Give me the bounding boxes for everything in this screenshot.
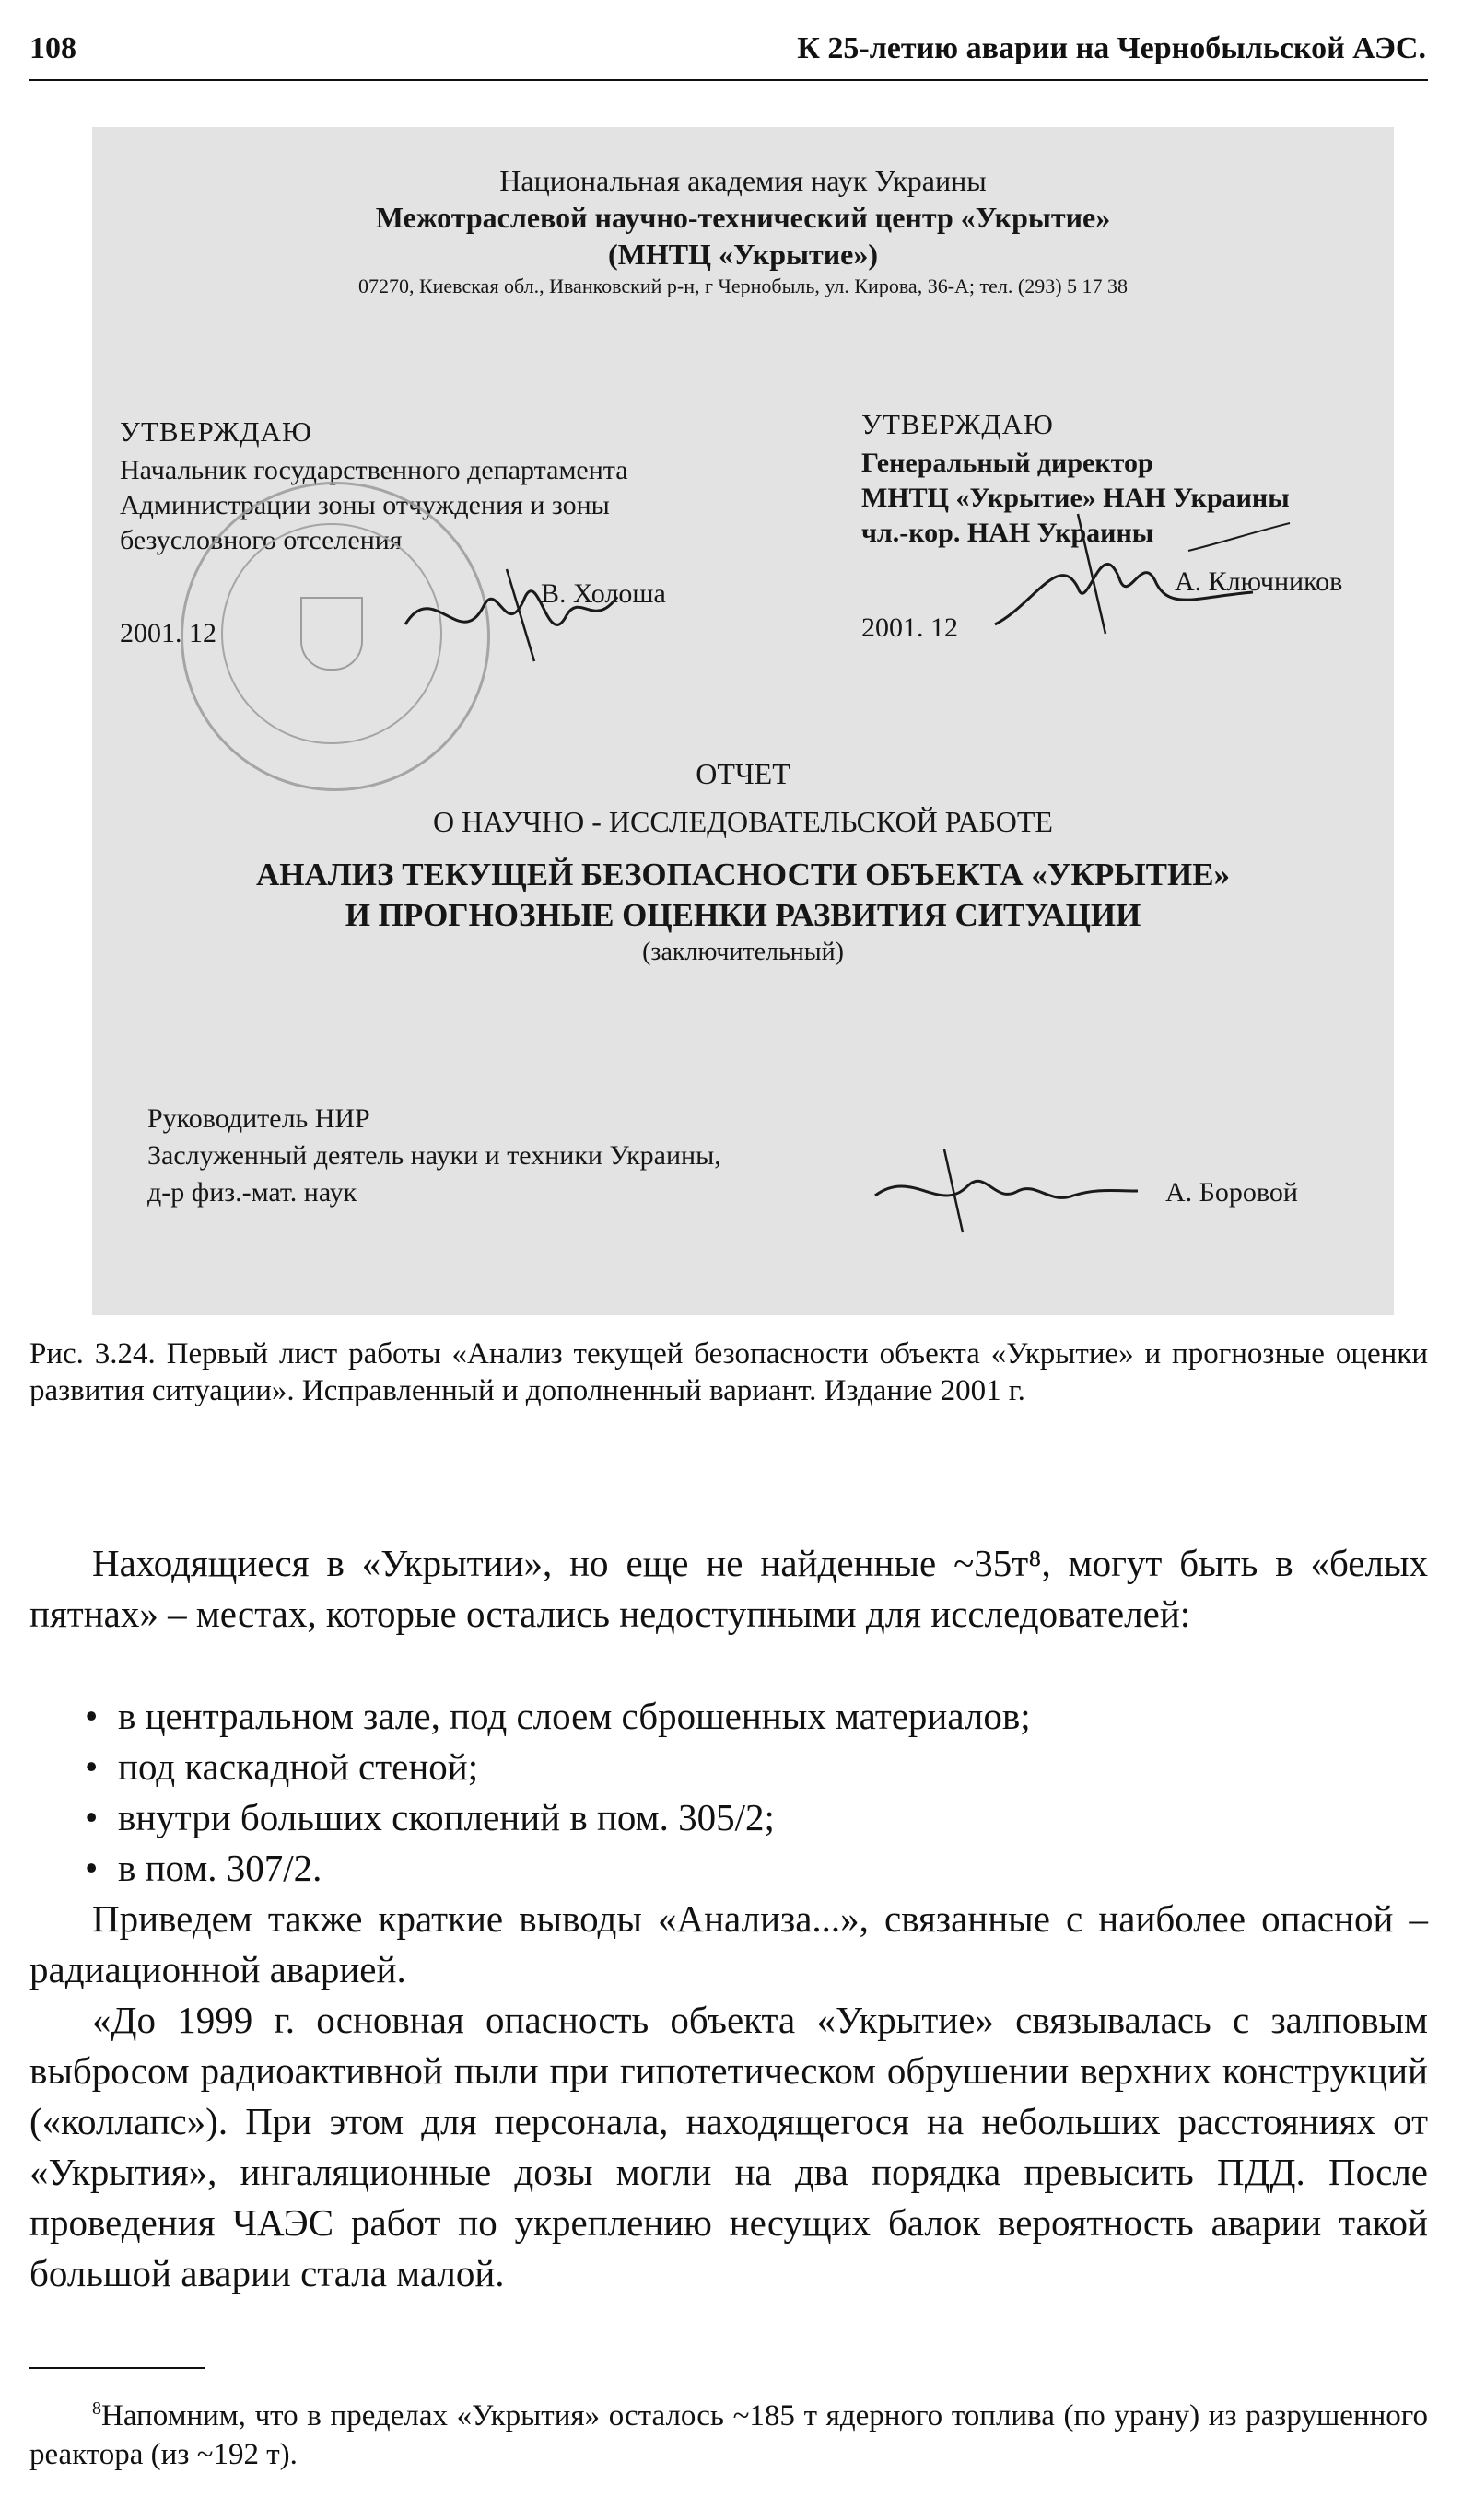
page-number: 108 — [29, 31, 76, 65]
org-abbrev: (МНТЦ «Укрытие») — [607, 238, 879, 271]
list-item: • в центральном зале, под слоем сброшенных материалов; — [29, 1691, 1428, 1742]
report-label: ОТЧЕТ — [696, 757, 790, 790]
org-name: Национальная академия наук Украины — [499, 164, 987, 197]
bullet-icon: • — [85, 1695, 99, 1737]
left-signature — [396, 542, 626, 680]
figure-caption: Рис. 3.24. Первый лист работы «Анализ текущей безопасности объекта «Укрытие» и прогнозные оценки развития ситуации». Исправленный и дополненный вариант. Издание 2001 г. — [29, 1337, 1428, 1407]
left-approve-date: 2001. 12 — [120, 618, 216, 648]
list-item: • в пом. 307/2. — [29, 1843, 1428, 1894]
list-item: • внутри больших скоплений в пом. 305/2; — [29, 1792, 1428, 1843]
right-approve-date: 2001. 12 — [861, 612, 958, 643]
report-title-line2: И ПРОГНОЗНЫЕ ОЦЕНКИ РАЗВИТИЯ СИТУАЦИИ — [345, 897, 1141, 933]
bullet-icon: • — [85, 1796, 99, 1838]
org-address: 07270, Киевская обл., Иванковский р-н, г Чернобыль, ул. Кирова, 36-А; тел. (293) 5 17 38 — [357, 274, 1129, 298]
right-approve-label: УТВЕРЖДАЮ — [861, 408, 1054, 440]
scanned-document-figure — [92, 127, 1394, 1315]
right-approve-name: А. Ключников — [1175, 566, 1343, 597]
report-final-note: (заключительный) — [642, 938, 844, 966]
leader-signature — [866, 1140, 1142, 1242]
left-approve-line2: Администрации зоны отчуждения и зоны — [120, 490, 610, 520]
left-approve-line3: безусловного отселения — [120, 525, 403, 555]
paragraph-2: Приведем также краткие выводы «Анализа...», связанные с наиболее опасной – радиационной аварией. — [29, 1897, 1428, 1990]
right-approve-line3: чл.-кор. НАН Украины — [861, 518, 1154, 548]
footnote-text: Напомним, что в пределах «Укрытия» осталось ~185 т ядерного топлива (по урану) из разрушенного реактора (из ~192 т). — [29, 2399, 1428, 2471]
report-title-line1: АНАЛИЗ ТЕКУЩЕЙ БЕЗОПАСНОСТИ ОБЪЕКТА «УКРЫТИЕ» — [255, 857, 1231, 892]
left-approve-label: УТВЕРЖДАЮ — [120, 415, 312, 448]
right-approve-line1: Генеральный директор — [861, 448, 1153, 478]
trident-emblem-icon — [300, 597, 363, 671]
footnote-mark: 8 — [92, 2398, 101, 2419]
bullet-icon: • — [85, 1847, 99, 1889]
paragraph-1: Находящиеся в «Укрытии», но еще не найденные ~35т⁸, могут быть в «белых пятнах» – местах, которые остались недоступными для исследователей: — [29, 1542, 1428, 1635]
header-rule — [29, 79, 1428, 81]
footnote-rule — [29, 2367, 205, 2369]
org-center: Межотраслевой научно-технический центр «Укрытие» — [375, 201, 1111, 234]
list-item: • под каскадной стеной; — [29, 1742, 1428, 1792]
report-subtitle: О НАУЧНО - ИССЛЕДОВАТЕЛЬСКОЙ РАБОТЕ — [433, 805, 1053, 838]
paragraph-3: «До 1999 г. основная опасность объекта «Укрытие» связывалась с залповым выбросом радиоактивной пыли при гипотетическом обрушении верхних конструкций («коллапс»). При этом для персонала, находящегося на небольших расстояниях от «Укрытия», ингаляционные дозы могли на два порядка превысить ПДД. После проведения ЧАЭС работ по укреплению несущих балок вероятность аварии такой большой аварии стала малой. — [29, 1999, 1428, 2294]
leader-name: А. Боровой — [1165, 1177, 1298, 1208]
leader-line1: Руководитель НИР — [147, 1103, 370, 1134]
leader-line2: Заслуженный деятель науки и техники Украины, — [147, 1140, 721, 1171]
right-approve-line2: МНТЦ «Укрытие» НАН Украины — [861, 483, 1290, 513]
footnote — [29, 2389, 1428, 2474]
left-approve-name: В. Холоша — [541, 578, 666, 609]
leader-line3: д-р физ.-мат. наук — [147, 1177, 357, 1208]
left-approve-line1: Начальник государственного департамента — [120, 455, 628, 485]
bullet-icon: • — [85, 1745, 99, 1788]
bullet-list — [29, 1691, 1428, 1894]
running-title: К 25-летию аварии на Чернобыльской АЭС. — [797, 31, 1426, 65]
right-signature — [977, 496, 1308, 643]
